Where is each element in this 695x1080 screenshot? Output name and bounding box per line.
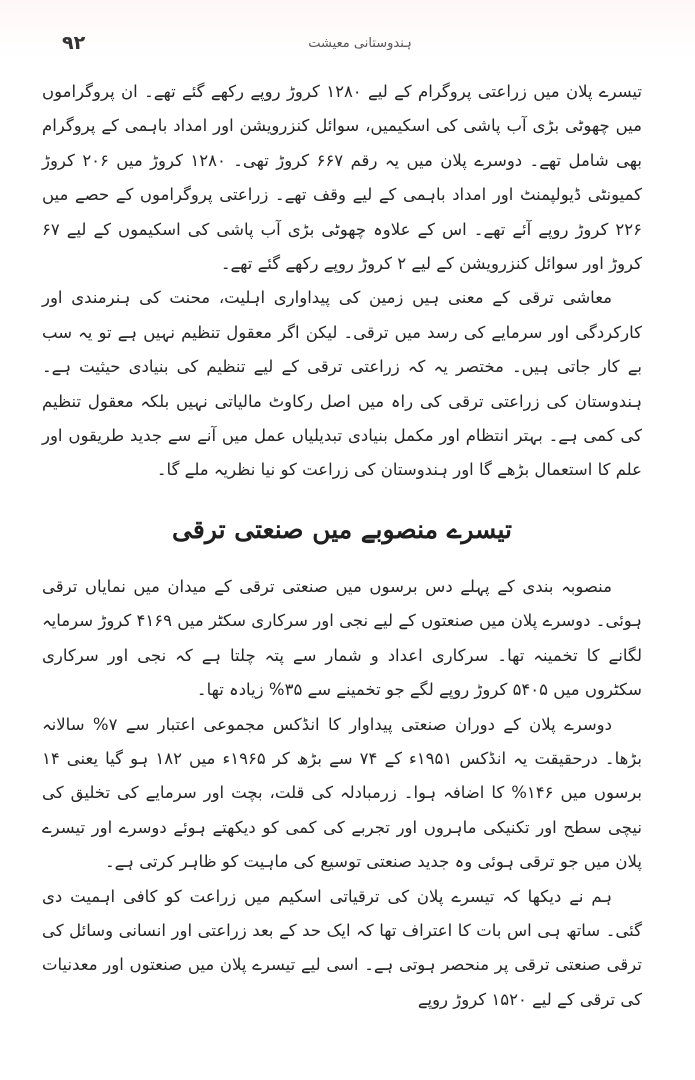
page-number: ۹۲ [62,32,86,54]
paragraph-industrial-investment: منصوبہ بندی کے پہلے دس برسوں میں صنعتی ترقی کے میدان میں نمایاں ترقی ہوئی۔ دوسرے پلان میں صنعتوں کے لیے نجی اور سرکاری سکٹر میں ۴۱۶۹ کروڑ سرمایہ لگانے کا تخمینہ تھا۔ سرکاری اعداد و شمار سے پتہ چلتا ہے کہ نجی اور سرکاری سکٹروں میں ۵۴۰۵ کروڑ روپے لگے جو تخمینے سے ۳۵% زیادہ تھا۔ [42,576,642,700]
running-title: ہندوستانی معیشت [308,36,412,51]
paragraph-third-plan: ہم نے دیکھا کہ تیسرے پلان کی ترقیاتی اسکیم میں زراعت کو کافی اہمیت دی گئی۔ ساتھ ہی اس بات کا اعتراف تھا کہ ایک حد کے بعد زراعتی اور انسانی وسائل کی ترقی صنعتی ترقی پر منحصر ہوتی ہے۔ اسی لیے تیسرے پلان میں صنعتوں اور معدنیات کی ترقی کے لیے ۱۵۲۰ کروڑ روپے [42,886,642,1009]
body-text [42,75,642,1017]
paragraph-economic-progress: معاشی ترقی کے معنی ہیں زمین کی پیداواری اہلیت، محنت کی ہنرمندی اور کارکردگی اور سرمایے کی رسد میں ترقی۔ لیکن اگر معقول تنظیم نہیں ہے تو یہ سب بے کار جاتی ہیں۔ مختصر یہ کہ زراعتی ترقی کے لیے تنظیم کی بنیادی حیثیت ہے۔ ہندوستان کی زراعتی ترقی کی راہ میں اصل رکاوٹ مالیاتی نہیں بلکہ معقول تنظیم کی کمی ہے۔ بہتر انتظام اور مکمل بنیادی تبدیلیاں عمل میں آنے سے جدید طریقوں اور علم کا استعمال بڑھے گا اور ہندوستان کی زراعت کو نیا نظریہ ملے گا۔ [42,288,642,480]
paragraph-industrial-index: دوسرے پلان کے دوران صنعتی پیداوار کا انڈکس مجموعی اعتبار سے ۷% سالانہ بڑھا۔ درحقیقت یہ انڈکس ۱۹۵۱ء کے ۷۴ سے بڑھ کر ۱۹۶۵ء میں ۱۸۲ ہو گیا یعنی ۱۴ برسوں میں ۱۴۶% کا اضافہ ہوا۔ زرمبادلہ کی قلت، بچت اور سرمایے کی تخلیق کی نیچی سطح اور تکنیکی ماہروں اور تجربے کی کمی کو دیکھتے ہوئے دوسرے اور تیسرے پلان میں جو ترقی ہوئی وہ جدید صنعتی توسیع کی ماہیت کو ظاہر کرتی ہے۔ [42,714,642,872]
page-header [0,30,695,60]
paragraph-agriculture-budget: تیسرے پلان میں زراعتی پروگرام کے لیے ۱۲۸۰ کروڑ روپے رکھے گئے تھے۔ ان پروگراموں میں چھوٹی بڑی آب پاشی کی اسکیمیں، سوائل کنزرویشن اور امداد باہمی کے پروگرام بھی شامل تھے۔ دوسرے پلان میں یہ رقم ۶۶۷ کروڑ تھی۔ ۱۲۸۰ کروڑ میں ۲۰۶ کروڑ کمیونٹی ڈیولپمنٹ اور امداد باہمی کے لیے وقف تھے۔ زراعتی پروگراموں کے حصے میں ۲۲۶ کروڑ روپے آئے تھے۔ اس کے علاوہ چھوٹی بڑی آب پاشی کی اسکیموں کے لیے ۶۷ کروڑ اور سوائل کنزرویشن کے لیے ۲ کروڑ روپے رکھے گئے تھے۔ [42,82,643,274]
section-heading: تیسرے منصوبے میں صنعتی ترقی [172,514,512,544]
